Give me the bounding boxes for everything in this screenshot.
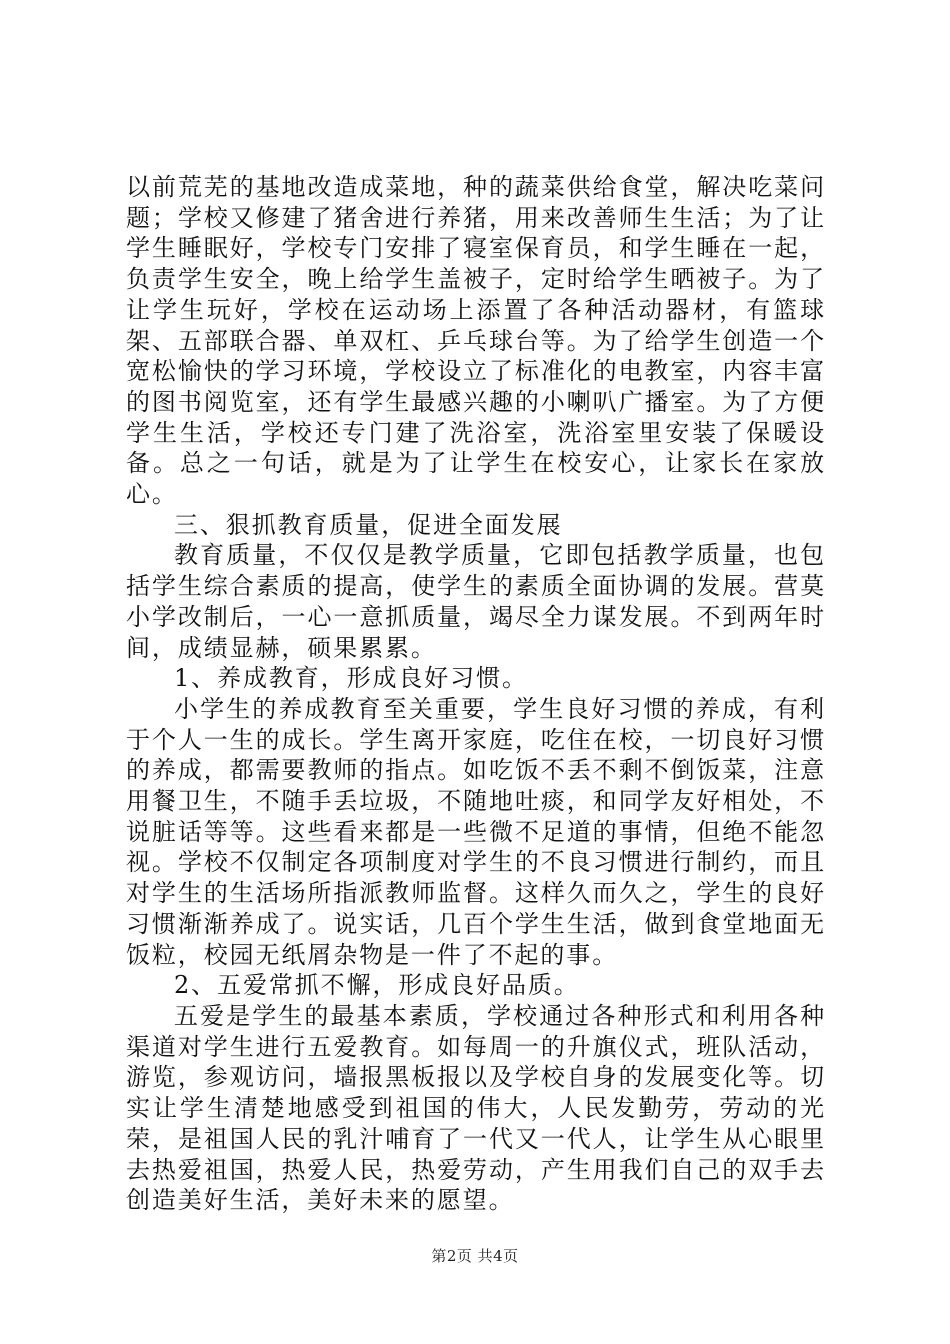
subsection-heading: 1、养成教育，形成良好习惯。: [174, 664, 528, 693]
subsection-heading: 2、五爱常抓不懈，形成良好品质。: [174, 971, 580, 1000]
page-number-footer: 第2页 共4页: [431, 1247, 519, 1265]
body-paragraph: 小学生的养成教育至关重要，学生良好习惯的养成，有利于个人一生的成长。学生离开家庭，吃住在校，一切良好习惯的养成，都需要教师的指点。如吃饭不丢不剩不倒饭菜，注意用餐卫生，不随手丢垃圾，不随地吐痰，和同学友好相处，不说脏话等等。这些看来都是一些微不足道的事情，但绝不能忽视。学校不仅制定各项制度对学生的不良习惯进行制约，而且对学生的生活场所指派教师监督。这样久而久之，学生的良好习惯渐渐养成了。说实话，几百个学生生活，做到食堂地面无饭粒，校园无纸屑杂物是一件了不起的事。: [126, 694, 826, 969]
body-paragraph: 教育质量，不仅仅是教学质量，它即包括教学质量，也包括学生综合素质的提高，使学生的素质全面协调的发展。营莫小学改制后，一心一意抓质量，竭尽全力谋发展。不到两年时间，成绩显赫，硕果累累。: [126, 541, 826, 662]
body-paragraph: 以前荒芜的基地改造成菜地，种的蔬菜供给食堂，解决吃菜问题；学校又修建了猪舍进行养猪，用来改善师生生活；为了让学生睡眠好，学校专门安排了寝室保育员，和学生睡在一起，负责学生安全，晚上给学生盖被子，定时给学生晒被子。为了让学生玩好，学校在运动场上添置了各种活动器材，有篮球架、五部联合器、单双杠、乒乓球台等。为了给学生创造一个宽松愉快的学习环境，学校设立了标准化的电教室，内容丰富的图书阅览室，还有学生最感兴趣的小喇叭广播室。为了方便学生生活，学校还专门建了洗浴室，洗浴室里安装了保暖设备。总之一句话，就是为了让学生在校安心，让家长在家放心。: [126, 173, 826, 509]
document-body: [126, 172, 826, 1216]
body-paragraph: 五爱是学生的最基本素质，学校通过各种形式和利用各种渠道对学生进行五爱教育。如每周一的升旗仪式，班队活动，游览，参观访问，墙报黑板报以及学校自身的发展变化等。切实让学生清楚地感受到祖国的伟大，人民发勤劳，劳动的光荣，是祖国人民的乳汁哺育了一代又一代人，让学生从心眼里去热爱祖国，热爱人民，热爱劳动，产生用我们自己的双手去创造美好生活，美好未来的愿望。: [126, 1001, 826, 1215]
section-heading: 三、狠抓教育质量，促进全面发展: [174, 510, 563, 539]
